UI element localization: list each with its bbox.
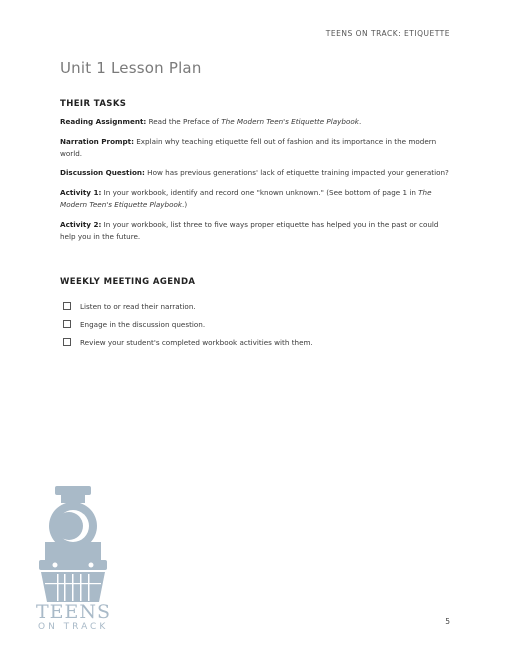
agenda-item [63,333,313,351]
running-header: TEENS ON TRACK: ETIQUETTE [325,29,450,38]
task-activity-2 [60,219,452,243]
page-title: Unit 1 Lesson Plan [60,59,202,77]
task-text: In your workbook, list three to five ways proper etiquette has helped you in the past or could help you in the future. [60,219,439,241]
agenda-item [63,297,313,315]
task-label: Reading Assignment: [60,117,147,126]
tasks-heading: THEIR TASKS [60,99,127,109]
task-discussion-question [60,167,452,179]
task-label: Discussion Question: [60,168,145,178]
agenda-heading: WEEKLY MEETING AGENDA [60,277,196,287]
agenda-item-label: Engage in the discussion question. [80,319,206,329]
task-label: Activity 2: [60,219,102,229]
book-title: The Modern Teen's Etiquette Playbook [221,117,359,126]
checkbox[interactable] [63,338,71,346]
task-text: Read the Preface of [148,117,222,126]
task-label: Narration Prompt: [60,136,134,146]
checkbox[interactable] [63,320,71,328]
page-number: 5 [445,617,450,626]
task-label: Activity 1: [60,188,102,198]
agenda-item [63,315,313,333]
task-reading-assignment [60,116,452,128]
agenda-item-label: Listen to or read their narration. [80,301,196,311]
task-activity-1 [60,187,452,211]
logo-wordmark-on-track: ON TRACK [38,622,109,632]
agenda-checklist [63,297,313,351]
task-narration-prompt [60,136,452,160]
task-text: How has previous generations' lack of etiquette training impacted your generation? [147,168,449,178]
task-text-end: .) [182,199,188,209]
checkbox[interactable] [63,302,71,310]
agenda-item-label: Review your student's completed workbook activities with them. [80,337,313,347]
task-text: In your workbook, identify and record one "known unknown." (See bottom of page 1 in [103,188,419,198]
task-text-end: . [358,117,362,126]
book-title: The Modern Teen's Etiquette Playbook [60,188,432,209]
task-text: Explain why teaching etiquette fell out of fashion and its importance in the modern world. [60,136,437,158]
logo-wordmark-teens: TEENS [36,601,112,623]
task-list [60,116,452,250]
